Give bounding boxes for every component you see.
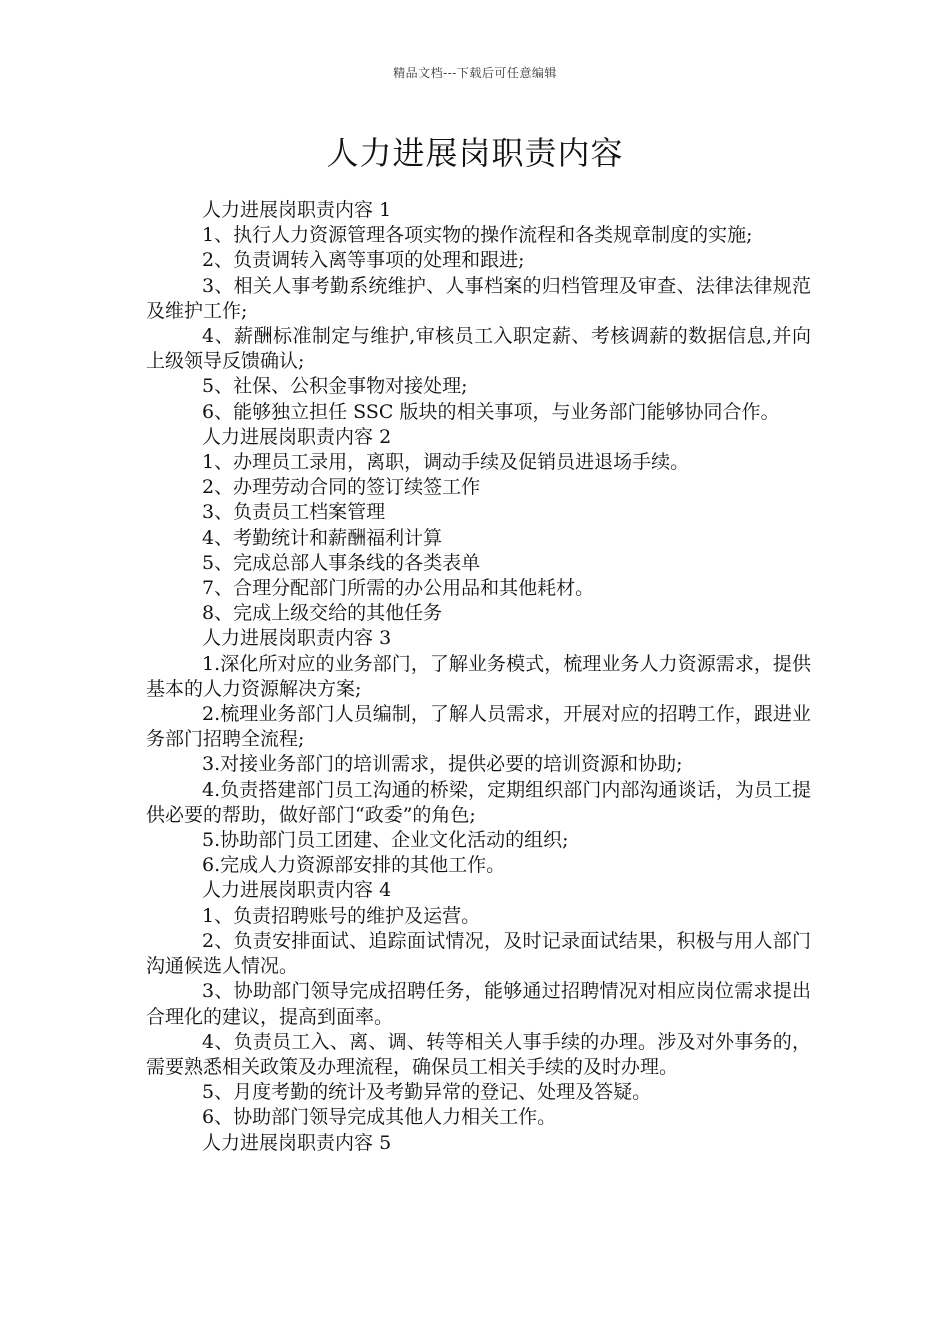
list-item: 5、月度考勤的统计及考勤异常的登记、处理及答疑。 [202,1081,652,1104]
section-heading: 人力进展岗职责内容 4 [202,879,392,902]
list-item: 2、负责调转入离等事项的处理和跟进; [202,249,525,272]
list-item: 4、考勤统计和薪酬福利计算 [202,526,443,549]
list-item: 1、负责招聘账号的维护及运营。 [202,904,481,927]
list-item: 7、合理分配部门所需的办公用品和其他耗材。 [202,577,595,600]
list-item: 8、完成上级交给的其他任务 [202,602,443,625]
list-item: 4、负责员工入、离、调、转等相关人事手续的办理。涉及对外事务的，需要熟悉相关政策及办理流程，确保员工相关手续的及时办理。 [146,1030,811,1078]
list-item: 4.负责搭建部门员工沟通的桥梁，定期组织部门内部沟通谈话，为员工提供必要的帮助，做好部门“政委”的角色; [146,778,811,826]
document-title: 人力进展岗职责内容 [326,134,624,172]
list-item: 5、完成总部人事条线的各类表单 [202,551,481,574]
page-header: 精品文档---下载后可任意编辑 [393,66,557,80]
list-item: 3、相关人事考勤系统维护、人事档案的归档管理及审查、法律法律规范及维护工作; [146,274,811,322]
document-body [146,198,811,1156]
list-item: 6、能够独立担任 SSC 版块的相关事项，与业务部门能够协同合作。 [202,400,780,423]
list-item: 1、执行人力资源管理各项实物的操作流程和各类规章制度的实施; [202,224,753,247]
list-item: 1、办理员工录用，离职，调动手续及促销员进退场手续。 [202,451,690,474]
list-item: 6.完成人力资源部安排的其他工作。 [202,854,506,877]
list-item: 6、协助部门领导完成其他人力相关工作。 [202,1106,557,1129]
section-heading: 人力进展岗职责内容 1 [202,199,392,221]
section-heading: 人力进展岗职责内容 3 [202,627,392,650]
list-item: 5.协助部门员工团建、企业文化活动的组织; [202,829,569,852]
list-item: 5、社保、公积金事物对接处理; [202,375,468,398]
list-item: 2、办理劳动合同的签订续签工作 [202,476,481,499]
section-heading: 人力进展岗职责内容 2 [202,425,392,448]
list-item: 3、负责员工档案管理 [202,501,386,524]
list-item: 4、薪酬标准制定与维护,审核员工入职定薪、考核调薪的数据信息,并向上级领导反馈确认; [146,325,811,373]
list-item: 2、负责安排面试、追踪面试情况，及时记录面试结果，积极与用人部门沟通候选人情况。 [146,929,811,978]
list-item: 3、协助部门领导完成招聘任务，能够通过招聘情况对相应岗位需求提出合理化的建议，提高到面率。 [146,980,811,1028]
list-item: 2.梳理业务部门人员编制，了解人员需求，开展对应的招聘工作，跟进业务部门招聘全流程; [146,703,811,751]
section-heading: 人力进展岗职责内容 5 [202,1131,392,1154]
list-item: 1.深化所对应的业务部门，了解业务模式，梳理业务人力资源需求，提供基本的人力资源解决方案; [146,652,811,700]
list-item: 3.对接业务部门的培训需求，提供必要的培训资源和协助; [202,753,683,776]
